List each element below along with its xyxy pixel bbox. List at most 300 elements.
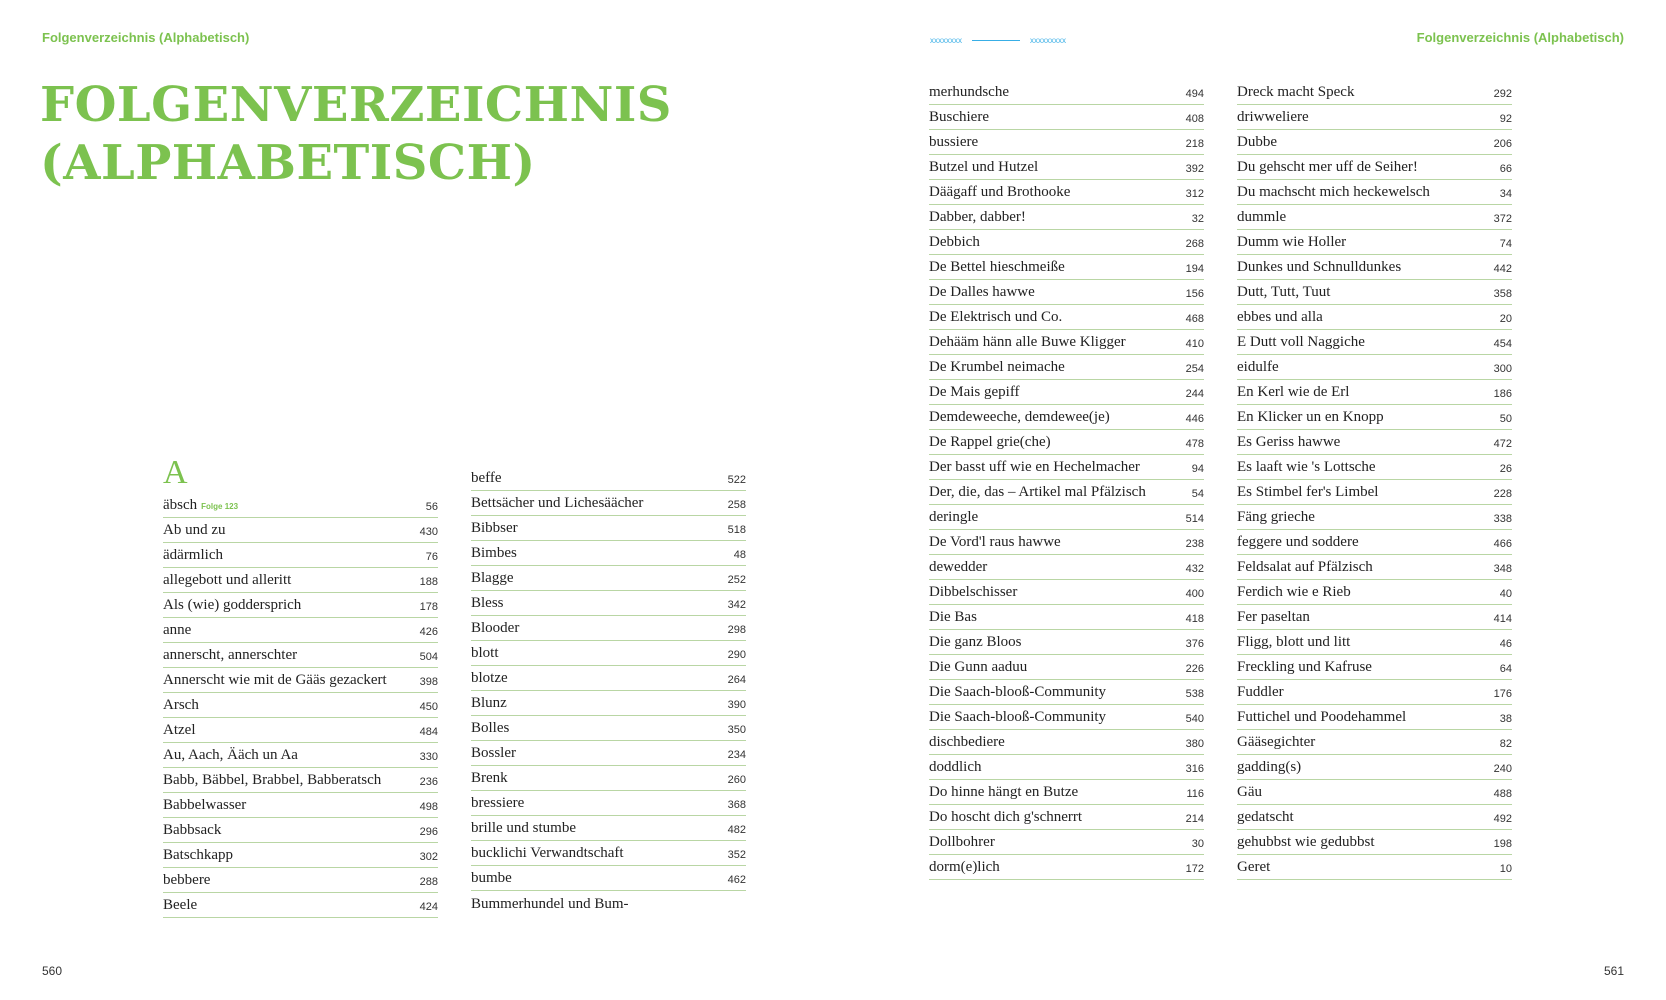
- index-entry-page: 34: [1499, 188, 1512, 200]
- index-entry-page: 258: [727, 499, 746, 511]
- index-entry: [1237, 780, 1512, 805]
- index-entry-page: 48: [733, 549, 746, 561]
- index-entry: [1237, 555, 1512, 580]
- index-entry-page: 376: [1185, 638, 1204, 650]
- index-entry-page: 260: [727, 774, 746, 786]
- index-entry: [929, 630, 1204, 655]
- index-entry-page: 254: [1185, 363, 1204, 375]
- index-entry: [471, 566, 746, 591]
- index-entry-title: dewedder: [929, 559, 988, 575]
- index-entry-title: Die ganz Bloos: [929, 634, 1022, 650]
- index-entry-title: Die Saach-blooß-Community: [929, 709, 1107, 725]
- index-entry-title: E Dutt voll Naggiche: [1237, 334, 1365, 350]
- index-entry-page: 244: [1185, 388, 1204, 400]
- index-entry: [929, 755, 1204, 780]
- index-entry-page: 116: [1186, 788, 1204, 800]
- index-entry-page: 492: [1493, 813, 1512, 825]
- index-entry: [471, 741, 746, 766]
- index-entry-page: 178: [419, 601, 438, 613]
- index-entry: [471, 891, 746, 916]
- index-entry-title: Batschkapp: [163, 847, 233, 863]
- index-entry: [1237, 80, 1512, 105]
- index-entry: [471, 516, 746, 541]
- index-entry: [929, 430, 1204, 455]
- index-entry-title: Dollbohrer: [929, 834, 995, 850]
- index-entry: [929, 80, 1204, 105]
- index-entry-page: 392: [1185, 163, 1204, 175]
- index-entry-page: 234: [727, 749, 746, 761]
- index-entry-title: Babbsack: [163, 822, 222, 838]
- index-entry-title: Bossler: [471, 745, 516, 761]
- index-entry-title: Buschiere: [929, 109, 989, 125]
- index-entry-title: Geret: [1237, 859, 1271, 875]
- index-entry-title: Gääsegichter: [1237, 734, 1316, 750]
- index-entry-title: Dubbe: [1237, 134, 1277, 150]
- index-entry: [1237, 255, 1512, 280]
- index-entry: [929, 405, 1204, 430]
- index-entry-page: 264: [727, 674, 746, 686]
- index-entry-title: Fäng grieche: [1237, 509, 1315, 525]
- index-entry-page: 338: [1493, 513, 1512, 525]
- index-entry: [1237, 680, 1512, 705]
- index-entry: [471, 466, 746, 491]
- index-entry-title: Futtichel und Poodehammel: [1237, 709, 1407, 725]
- index-entry-page: 514: [1185, 513, 1204, 525]
- index-entry-page: 32: [1191, 213, 1204, 225]
- index-entry-title: blott: [471, 645, 499, 661]
- index-entry: [163, 693, 438, 718]
- index-entry: [471, 591, 746, 616]
- index-entry-title: Dreck macht Speck: [1237, 84, 1355, 100]
- index-entry: [1237, 330, 1512, 355]
- index-entry: [163, 618, 438, 643]
- index-entry: [929, 855, 1204, 880]
- index-entry-page: 240: [1493, 763, 1512, 775]
- index-entry-title: Babbelwasser: [163, 797, 247, 813]
- index-entry-page: 466: [1493, 538, 1512, 550]
- index-entry-title: Bimbes: [471, 545, 517, 561]
- index-entry: [471, 616, 746, 641]
- index-entry-title: Der, die, das – Artikel mal Pfälzisch: [929, 484, 1146, 500]
- index-entry: [929, 330, 1204, 355]
- index-entry-page: 50: [1499, 413, 1512, 425]
- index-entry-page: 198: [1493, 838, 1512, 850]
- index-entry-page: 426: [419, 626, 438, 638]
- index-entry-page: 64: [1499, 663, 1512, 675]
- index-entry: [163, 518, 438, 543]
- index-entry-title: De Bettel hieschmeiße: [929, 259, 1065, 275]
- index-entry: [471, 716, 746, 741]
- index-entry-page: 10: [1499, 863, 1512, 875]
- index-entry-title: eidulfe: [1237, 359, 1279, 375]
- index-entry-title: bressiere: [471, 795, 525, 811]
- index-entry: [163, 668, 438, 693]
- index-entry: [929, 805, 1204, 830]
- index-entry: [929, 605, 1204, 630]
- index-column-a: [163, 453, 438, 918]
- index-entry: [471, 816, 746, 841]
- index-entry-page: 288: [419, 876, 438, 888]
- index-entry-page: 372: [1493, 213, 1512, 225]
- index-entry: [163, 568, 438, 593]
- index-entry-title: Fligg, blott und litt: [1237, 634, 1351, 650]
- index-entry: [1237, 430, 1512, 455]
- index-entry-title: Brenk: [471, 770, 508, 786]
- index-entry: [471, 491, 746, 516]
- index-entry-page: 290: [727, 649, 746, 661]
- index-entry-title: Bummerhundel und Bum-: [471, 896, 629, 912]
- index-entry-title: Babb, Bäbbel, Brabbel, Babberatsch: [163, 772, 382, 788]
- index-entry-title: äbsch: [163, 497, 198, 513]
- index-entry-page: 92: [1499, 113, 1512, 125]
- index-entry: [471, 766, 746, 791]
- episode-tag: Folge 123: [201, 502, 239, 511]
- index-entry: [929, 180, 1204, 205]
- index-entry: [1237, 605, 1512, 630]
- index-entry-title: Blagge: [471, 570, 514, 586]
- index-entry-page: 176: [1493, 688, 1512, 700]
- index-entry-title: Es Geriss hawwe: [1237, 434, 1341, 450]
- index-entry-page: 424: [419, 901, 438, 913]
- index-entry: [471, 691, 746, 716]
- index-entry-page: 482: [727, 824, 746, 836]
- index-entry-title: Bolles: [471, 720, 510, 736]
- index-entry: [929, 305, 1204, 330]
- index-entry-page: 292: [1493, 88, 1512, 100]
- index-entry-title: bussiere: [929, 134, 979, 150]
- index-entry-title: gedatscht: [1237, 809, 1294, 825]
- index-entry-page: 390: [727, 699, 746, 711]
- index-entry-title: annerscht, annerschter: [163, 647, 298, 663]
- index-entry: [1237, 655, 1512, 680]
- index-entry: [471, 541, 746, 566]
- index-entry-title: De Krumbel neimache: [929, 359, 1065, 375]
- section-letter: A: [163, 454, 188, 491]
- index-entry-page: 300: [1493, 363, 1512, 375]
- index-entry: [163, 868, 438, 893]
- index-entry: [1237, 205, 1512, 230]
- index-entry-page: 400: [1185, 588, 1204, 600]
- index-entry: [471, 841, 746, 866]
- index-entry: [929, 355, 1204, 380]
- index-entry-title: dummle: [1237, 209, 1287, 225]
- marker-line: [972, 40, 1020, 41]
- index-list-c: [929, 80, 1204, 880]
- index-entry-title: Beele: [163, 897, 198, 913]
- index-list-b: [471, 466, 746, 916]
- index-entry-page: 316: [1185, 763, 1204, 775]
- index-entry-title: Fer paseltan: [1237, 609, 1310, 625]
- index-entry-page: 302: [419, 851, 438, 863]
- index-entry: [1237, 405, 1512, 430]
- index-column-c: [929, 80, 1204, 880]
- index-entry-title: Bibbser: [471, 520, 518, 536]
- index-entry-title: Demdeweeche, demdewee(je): [929, 409, 1110, 425]
- index-entry-title: Feldsalat auf Pfälzisch: [1237, 559, 1373, 575]
- index-entry-title: allegebott und alleritt: [163, 572, 292, 588]
- index-entry-title: Du machscht mich heckewelsch: [1237, 184, 1430, 200]
- index-entry: [471, 666, 746, 691]
- index-entry: [1237, 105, 1512, 130]
- index-entry: [1237, 755, 1512, 780]
- index-entry-page: 186: [1493, 388, 1512, 400]
- index-entry-page: 414: [1493, 613, 1512, 625]
- index-entry-title: dorm(e)lich: [929, 859, 1000, 875]
- index-entry-title: Als (wie) goddersprich: [163, 597, 302, 613]
- index-entry-title: Fuddler: [1237, 684, 1284, 700]
- index-entry: [163, 743, 438, 768]
- index-entry: [163, 818, 438, 843]
- index-entry: [929, 705, 1204, 730]
- index-entry-page: 380: [1185, 738, 1204, 750]
- index-entry-page: 484: [419, 726, 438, 738]
- index-entry-page: 252: [727, 574, 746, 586]
- index-column-d: [1237, 80, 1512, 880]
- running-head-right: Folgenverzeichnis (Alphabetisch): [1416, 30, 1624, 45]
- index-entry-page: 462: [727, 874, 746, 886]
- index-entry: [1237, 455, 1512, 480]
- index-entry-page: 268: [1185, 238, 1204, 250]
- index-entry-title: driwweliere: [1237, 109, 1309, 125]
- index-entry: [929, 530, 1204, 555]
- index-entry-page: 446: [1185, 413, 1204, 425]
- index-entry-page: 410: [1185, 338, 1204, 350]
- index-entry-title: Der basst uff wie en Hechelmacher: [929, 459, 1140, 475]
- marker-right-text: xxxxxxxxx: [1030, 36, 1066, 45]
- index-entry-title: bebbere: [163, 872, 211, 888]
- index-entry: [163, 843, 438, 868]
- index-entry-title: Dunkes und Schnulldunkes: [1237, 259, 1402, 275]
- index-entry-page: 74: [1499, 238, 1512, 250]
- index-entry-page: 38: [1499, 713, 1512, 725]
- running-head-left: Folgenverzeichnis (Alphabetisch): [42, 30, 250, 45]
- index-entry: [929, 380, 1204, 405]
- index-entry: [929, 105, 1204, 130]
- page-title-line2: (ALPHABETISCH): [40, 135, 536, 191]
- index-entry: [1237, 830, 1512, 855]
- index-entry-page: 66: [1499, 163, 1512, 175]
- index-entry-page: 312: [1185, 188, 1204, 200]
- index-entry-title: Bettsächer und Lichesäächer: [471, 495, 644, 511]
- index-column-b: [471, 466, 746, 916]
- index-entry: [1237, 130, 1512, 155]
- index-entry: [1237, 505, 1512, 530]
- index-entry-page: 358: [1493, 288, 1512, 300]
- index-entry-page: 26: [1499, 463, 1512, 475]
- index-entry-title: Debbich: [929, 234, 980, 250]
- index-entry: [471, 866, 746, 891]
- index-entry-title: Die Saach-blooß-Community: [929, 684, 1107, 700]
- index-entry-title: De Dalles hawwe: [929, 284, 1035, 300]
- index-entry: [163, 768, 438, 793]
- index-entry: [929, 130, 1204, 155]
- index-entry: [163, 493, 438, 518]
- index-entry: [1237, 305, 1512, 330]
- index-entry-title: De Rappel grie(che): [929, 434, 1051, 450]
- index-entry-page: 330: [419, 751, 438, 763]
- index-entry-page: 538: [1185, 688, 1204, 700]
- index-entry-title: gadding(s): [1237, 759, 1302, 775]
- page-title: [40, 76, 672, 192]
- index-entry-title: dischbediere: [929, 734, 1005, 750]
- index-entry-page: 82: [1499, 738, 1512, 750]
- index-list-a: [163, 518, 438, 918]
- index-entry: [1237, 155, 1512, 180]
- index-entry: [1237, 355, 1512, 380]
- index-entry-page: 348: [1493, 563, 1512, 575]
- index-entry: [929, 480, 1204, 505]
- index-entry-page: 488: [1493, 788, 1512, 800]
- index-entry-title: En Klicker un en Knopp: [1237, 409, 1384, 425]
- index-entry: [163, 593, 438, 618]
- index-entry-title: De Mais gepiff: [929, 384, 1020, 400]
- index-entry: [929, 230, 1204, 255]
- index-entry-title: Do hoscht dich g'schnerrt: [929, 809, 1083, 825]
- index-entry-page: 40: [1499, 588, 1512, 600]
- index-entry-title: Die Gunn aaduu: [929, 659, 1028, 675]
- index-entry-title: Annerscht wie mit de Gääs gezackert: [163, 672, 387, 688]
- index-entry-page: 454: [1493, 338, 1512, 350]
- index-entry-title: merhundsche: [929, 84, 1009, 100]
- index-entry-title: bucklichi Verwandtschaft: [471, 845, 624, 861]
- index-entry-title: deringle: [929, 509, 979, 525]
- index-entry-page: 430: [419, 526, 438, 538]
- index-entry: [1237, 230, 1512, 255]
- index-entry-page: 352: [727, 849, 746, 861]
- index-entry-title: Blooder: [471, 620, 520, 636]
- index-entry-title: beffe: [471, 470, 502, 486]
- index-entry: [1237, 805, 1512, 830]
- index-entry: [1237, 705, 1512, 730]
- index-entry: [471, 791, 746, 816]
- index-entry: [163, 543, 438, 568]
- index-entry-page: 494: [1185, 88, 1204, 100]
- index-entry-page: 156: [1185, 288, 1204, 300]
- index-entry-page: 54: [1191, 488, 1204, 500]
- index-entry-title: Arsch: [163, 697, 199, 713]
- index-entry-title: Do hinne hängt en Butze: [929, 784, 1079, 800]
- index-entry-title: Atzel: [163, 722, 196, 738]
- index-entry-page: 236: [419, 776, 438, 788]
- index-entry-page: 498: [419, 801, 438, 813]
- index-entry-title: Ab und zu: [163, 522, 226, 538]
- index-entry-title: Die Bas: [929, 609, 977, 625]
- index-entry: [929, 655, 1204, 680]
- index-entry-page: 478: [1185, 438, 1204, 450]
- index-entry: [1237, 730, 1512, 755]
- index-entry-title: De Vord'l raus hawwe: [929, 534, 1061, 550]
- marker-left-text: xxxxxxxx: [930, 36, 962, 45]
- index-entry-title: Dabber, dabber!: [929, 209, 1026, 225]
- index-entry-title: Butzel und Hutzel: [929, 159, 1039, 175]
- index-entry: [929, 680, 1204, 705]
- index-entry-title: blotze: [471, 670, 508, 686]
- index-entry-title: Ferdich wie e Rieb: [1237, 584, 1351, 600]
- index-entry-title: ädärmlich: [163, 547, 223, 563]
- index-entry-title: ebbes und alla: [1237, 309, 1323, 325]
- index-entry-page: 408: [1185, 113, 1204, 125]
- index-entry-page: 30: [1191, 838, 1204, 850]
- index-entry-title: brille und stumbe: [471, 820, 576, 836]
- index-entry: [929, 155, 1204, 180]
- index-entry-page: 296: [419, 826, 438, 838]
- index-entry-page: 46: [1499, 638, 1512, 650]
- index-entry: [929, 780, 1204, 805]
- index-entry: [163, 893, 438, 918]
- index-entry-page: 418: [1185, 613, 1204, 625]
- index-list-d: [1237, 80, 1512, 880]
- index-entry-page: 298: [727, 624, 746, 636]
- index-entry: [1237, 630, 1512, 655]
- index-entry-title: Gäu: [1237, 784, 1262, 800]
- index-entry-page: 342: [727, 599, 746, 611]
- page-number-left: 560: [42, 964, 63, 978]
- index-entry: [929, 255, 1204, 280]
- index-entry: [929, 455, 1204, 480]
- index-entry: [1237, 530, 1512, 555]
- index-entry-title: Es laaft wie 's Lottsche: [1237, 459, 1376, 475]
- index-entry: [471, 641, 746, 666]
- index-entry-title: De Elektrisch und Co.: [929, 309, 1063, 325]
- index-entry-title: doddlich: [929, 759, 982, 775]
- index-entry-title: Freckling und Kafruse: [1237, 659, 1372, 675]
- index-entry-title: Bless: [471, 595, 504, 611]
- index-entry-page: 228: [1493, 488, 1512, 500]
- index-entry: [929, 280, 1204, 305]
- index-entry: [1237, 855, 1512, 880]
- index-entry-page: 172: [1185, 863, 1204, 875]
- index-entry-title: Däägaff und Brothooke: [929, 184, 1071, 200]
- index-entry-title: Dutt, Tutt, Tuut: [1237, 284, 1331, 300]
- index-entry-page: 194: [1185, 263, 1204, 275]
- index-entry-title: bumbe: [471, 870, 512, 886]
- index-entry-page: 522: [727, 474, 746, 486]
- index-entry-page: 350: [727, 724, 746, 736]
- index-entry: [929, 730, 1204, 755]
- index-entry-page: 214: [1185, 813, 1204, 825]
- index-entry: [1237, 180, 1512, 205]
- index-entry-page: 188: [419, 576, 438, 588]
- index-entry-page: 398: [419, 676, 438, 688]
- index-entry: [929, 580, 1204, 605]
- index-entry-page: 472: [1493, 438, 1512, 450]
- index-entry-page: 20: [1499, 313, 1512, 325]
- index-entry: [163, 718, 438, 743]
- index-entry: [929, 555, 1204, 580]
- index-entry-page: 206: [1493, 138, 1512, 150]
- index-entry-page: 56: [425, 501, 438, 513]
- index-entry-page: 504: [419, 651, 438, 663]
- index-entry-title: Es Stimbel fer's Limbel: [1237, 484, 1379, 500]
- index-entry: [163, 643, 438, 668]
- index-entry-page: 76: [425, 551, 438, 563]
- index-entry: [163, 793, 438, 818]
- index-entry-page: 442: [1493, 263, 1512, 275]
- index-entry-title: Dumm wie Holler: [1237, 234, 1347, 250]
- index-entry-page: 218: [1185, 138, 1204, 150]
- index-entry: [1237, 280, 1512, 305]
- page-title-line1: FOLGENVERZEICHNIS: [40, 77, 672, 133]
- index-entry-title: Dehääm hänn alle Buwe Kligger: [929, 334, 1126, 350]
- index-entry-page: 226: [1185, 663, 1204, 675]
- index-entry-page: 94: [1191, 463, 1204, 475]
- index-entry-page: 368: [727, 799, 746, 811]
- index-entry-title: gehubbst wie gedubbst: [1237, 834, 1375, 850]
- index-entry: [1237, 380, 1512, 405]
- index-entry-title-wrap: [163, 497, 238, 514]
- index-entry: [929, 505, 1204, 530]
- index-entry-title: En Kerl wie de Erl: [1237, 384, 1350, 400]
